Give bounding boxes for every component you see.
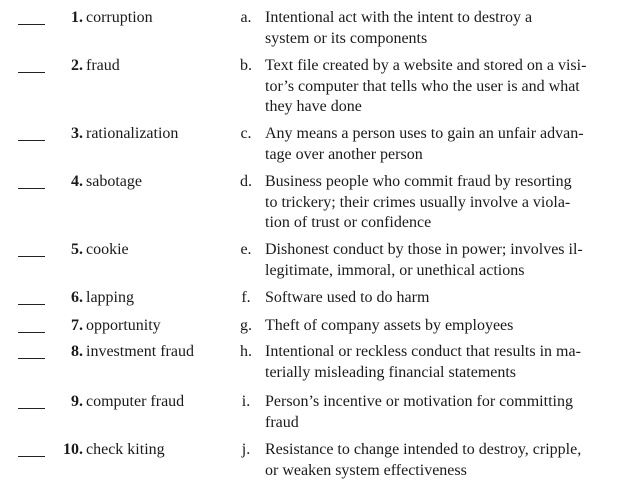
term-label: opportunity: [86, 317, 161, 334]
definition-item: [232, 240, 624, 283]
definition-letter: g.: [240, 317, 252, 334]
term-number: 3.: [71, 125, 83, 142]
term-row: [0, 316, 230, 338]
definition-letter: i.: [241, 393, 251, 410]
term-row: [0, 172, 230, 194]
definition-line: terially misleading financial statements: [265, 363, 517, 381]
definition-line: Intentional or reckless conduct that results in ma-: [265, 343, 581, 360]
definition-item: [232, 124, 624, 167]
definition-line: Business people who commit fraud by resorting: [265, 173, 572, 190]
definition-line: or weaken system effectiveness: [265, 461, 467, 479]
definition-letter: f.: [241, 289, 251, 306]
answer-blank[interactable]: [18, 72, 45, 73]
term-label: cookie: [86, 241, 129, 258]
definition-line: tor’s computer that tells who the user is and what: [265, 77, 580, 95]
term-label: check kiting: [86, 441, 165, 458]
answer-blank[interactable]: [18, 140, 45, 141]
answer-blank[interactable]: [18, 188, 45, 189]
term-label: fraud: [86, 57, 120, 74]
definition-item: [232, 172, 624, 236]
term-number: 7.: [71, 317, 83, 334]
definition-item: [232, 392, 624, 435]
definition-letter: b.: [240, 57, 252, 74]
term-row: [0, 288, 230, 310]
definition-letter: j.: [241, 441, 251, 458]
answer-blank[interactable]: [18, 24, 45, 25]
definition-item: [232, 288, 624, 311]
definition-letter: e.: [240, 241, 252, 258]
definition-line: Theft of company assets by employees: [265, 317, 514, 334]
definition-item: [232, 8, 624, 51]
term-row: [0, 440, 230, 462]
term-row: [0, 392, 230, 414]
term-row: [0, 124, 230, 146]
term-number: 2.: [71, 57, 83, 74]
term-number: 8.: [71, 343, 83, 360]
definition-line: tion of trust or confidence: [265, 214, 432, 232]
term-number: 1.: [71, 9, 83, 26]
definition-line: Intentional act with the intent to destroy a: [265, 9, 533, 26]
term-label: computer fraud: [86, 393, 185, 410]
definition-letter: d.: [240, 173, 252, 190]
answer-blank[interactable]: [18, 256, 45, 257]
definition-line: legitimate, immoral, or unethical actions: [265, 261, 525, 279]
definition-line: system or its components: [265, 29, 428, 47]
definition-line: fraud: [265, 413, 299, 431]
definition-item: [232, 56, 624, 120]
definition-line: Resistance to change intended to destroy, cripple,: [265, 441, 582, 458]
definition-item: [232, 316, 624, 339]
term-label: lapping: [86, 289, 134, 306]
definition-line: tage over another person: [265, 145, 423, 163]
term-row: [0, 342, 230, 364]
answer-blank[interactable]: [18, 408, 45, 409]
definition-line: Any means a person uses to gain an unfair advan-: [265, 125, 584, 142]
definition-line: to trickery; their crimes usually involve a viola-: [265, 193, 571, 211]
answer-blank[interactable]: [18, 332, 45, 333]
definition-line: Text file created by a website and stored on a visi-: [265, 57, 587, 74]
definition-line: they have done: [265, 98, 362, 116]
term-number: 9.: [71, 393, 83, 410]
definition-letter: a.: [240, 9, 252, 26]
term-number: 6.: [71, 289, 83, 306]
definition-line: Person’s incentive or motivation for committing: [265, 393, 573, 410]
term-row: [0, 8, 230, 30]
definition-letter: c.: [240, 125, 252, 142]
answer-blank[interactable]: [18, 304, 45, 305]
term-label: sabotage: [86, 173, 142, 190]
term-label: corruption: [86, 9, 153, 26]
answer-blank[interactable]: [18, 456, 45, 457]
definition-letter: h.: [240, 343, 252, 360]
term-row: [0, 56, 230, 78]
term-row: [0, 240, 230, 262]
term-label: rationalization: [86, 125, 179, 142]
term-number: 4.: [71, 173, 83, 190]
answer-blank[interactable]: [18, 358, 45, 359]
definition-line: Software used to do harm: [265, 289, 430, 306]
definition-line: Dishonest conduct by those in power; involves il-: [265, 241, 583, 258]
term-number: 10.: [63, 441, 83, 458]
definition-item: [232, 440, 624, 483]
term-label: investment fraud: [86, 343, 194, 360]
term-number: 5.: [71, 241, 83, 258]
definition-item: [232, 342, 624, 385]
